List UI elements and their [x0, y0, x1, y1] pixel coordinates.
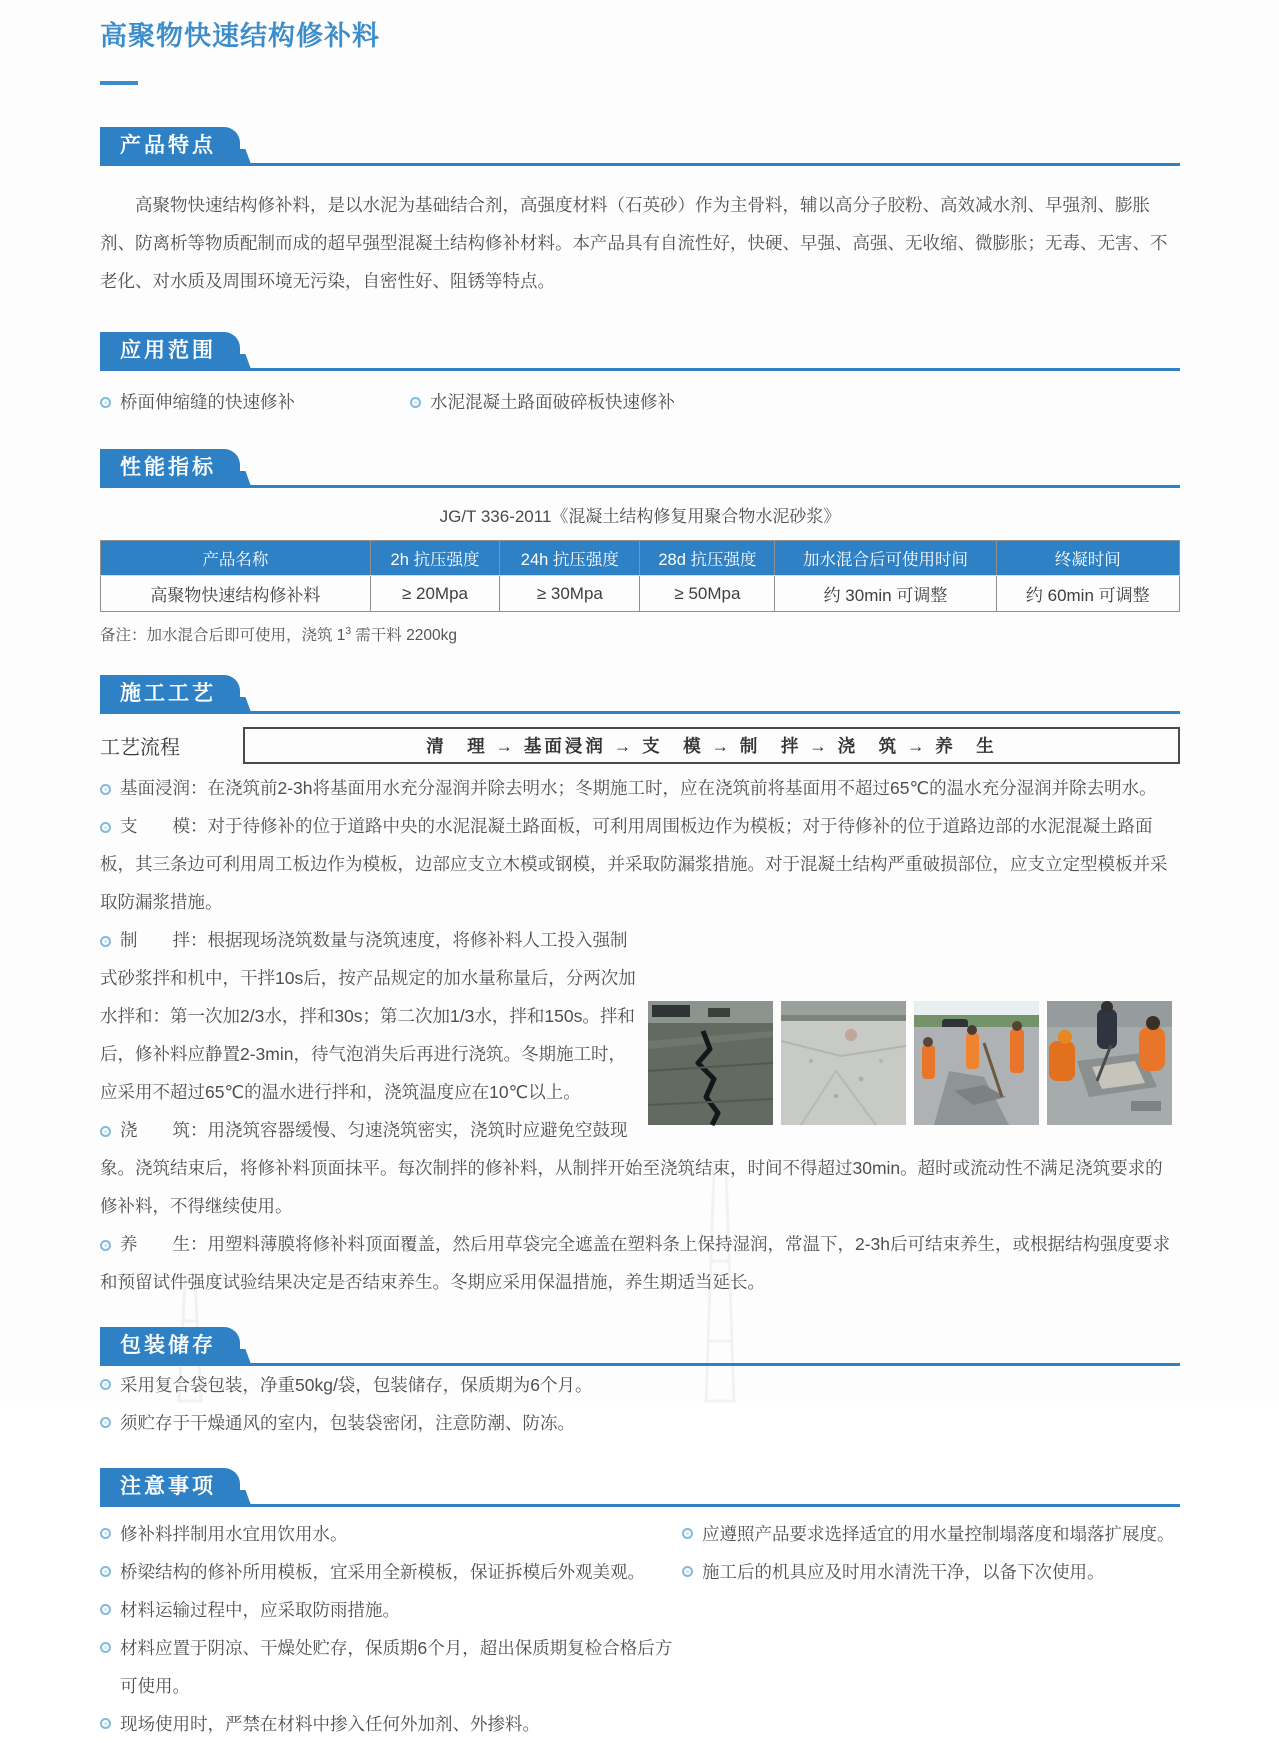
ring-bullet-icon [100, 822, 111, 833]
section-application-scope [100, 332, 1180, 421]
step-text: 制 拌：根据现场浇筑数量与浇筑速度，将修补料人工投入强制式砂浆拌和机中，干拌10s后，按产品规定的加水量称量后，分两次加水拌和：第一次加2/3水，拌和30s；第二次加1/3水，拌和150s。拌和后，修补料应静置2-3min，待气泡消失后再进行浇筑。冬期施工时，应采用不超过65℃的温水进行拌和，浇筑温度应在10℃以上。 [100, 930, 636, 1102]
table-header-cell: 加水混合后可使用时间 [775, 541, 996, 576]
table-header-cell: 28d 抗压强度 [640, 541, 775, 576]
list-item [100, 383, 410, 421]
table-header-cell: 产品名称 [101, 541, 371, 576]
precautions-right-column [682, 1515, 1180, 1743]
list-item [100, 1515, 682, 1553]
list-item [410, 383, 675, 421]
ring-bullet-icon [100, 1240, 111, 1251]
note-text: 备注：加水混合后即可使用，浇筑 1 [100, 627, 346, 644]
ring-bullet-icon [100, 936, 111, 947]
features-paragraph: 高聚物快速结构修补料，是以水泥为基础结合剂，高强度材料（石英砂）作为主骨料，辅以高分子胶粉、高效减水剂、早强剂、膨胀剂、防离析等物质配制而成的超早强型混凝土结构修补材料。本产品具有自流性好，快硬、早强、高强、无收缩、微膨胀；无毒、无害、不老化、对水质及周围环境无污染，自密性好、阻锈等特点。 [100, 195, 1168, 291]
table-header-cell: 终凝时间 [996, 541, 1179, 576]
table-header-cell: 2h 抗压强度 [370, 541, 499, 576]
pavement-pouring-workers-photo [1047, 1001, 1172, 1125]
precautions-columns [100, 1515, 1180, 1743]
step-text: 基面浸润：在浇筑前2-3h将基面用水充分湿润并除去明水；冬期施工时，应在浇筑前将基面用不超过65℃的温水充分湿润并除去明水。 [120, 778, 1157, 798]
list-item [682, 1515, 1180, 1553]
ring-bullet-icon [682, 1566, 693, 1577]
section-tab-application: 应用范围 [100, 332, 240, 368]
section-tab-packaging: 包装储存 [100, 1327, 240, 1363]
road-repair-crew-photo [914, 1001, 1039, 1125]
table-row [101, 576, 1180, 612]
section-tab-performance: 性能指标 [100, 449, 240, 485]
precaution-text: 应遵照产品要求选择适宜的用水量控制塌落度和塌落扩展度。 [702, 1524, 1175, 1544]
ring-bullet-icon [100, 1604, 111, 1615]
concrete-surface-photo [781, 1001, 906, 1125]
list-item [100, 1404, 1180, 1442]
ring-bullet-icon [100, 784, 111, 795]
list-item [100, 1705, 682, 1743]
table-note [100, 623, 1180, 645]
list-item [100, 1553, 682, 1591]
ring-bullet-icon [100, 1642, 111, 1653]
table-header-cell: 24h 抗压强度 [500, 541, 640, 576]
flow-label: 工艺流程 [100, 737, 180, 759]
process-step [100, 1225, 1180, 1301]
section-header [100, 675, 1180, 714]
application-item-label: 桥面伸缩缝的快速修补 [120, 392, 295, 412]
ring-bullet-icon [100, 1417, 111, 1428]
table-cell: ≥ 20Mpa [370, 576, 499, 612]
cracked-pavement-photo [648, 1001, 773, 1125]
precaution-text: 桥梁结构的修补所用模板，宜采用全新模板，保证拆模后外观美观。 [120, 1562, 645, 1582]
ring-bullet-icon [100, 1379, 111, 1390]
note-text: 需干料 2200kg [351, 627, 457, 644]
table-cell: ≥ 50Mpa [640, 576, 775, 612]
ring-bullet-icon [100, 1566, 111, 1577]
packaging-item-text: 须贮存于干燥通风的室内，包装袋密闭，注意防潮、防冻。 [120, 1413, 575, 1433]
precaution-text: 材料应置于阴凉、干燥处贮存，保质期6个月，超出保质期复检合格后方可使用。 [120, 1638, 673, 1696]
ring-bullet-icon [410, 397, 421, 408]
section-header [100, 1468, 1180, 1507]
section-construction-process [100, 675, 1180, 1301]
table-cell: 约 30min 可调整 [775, 576, 996, 612]
process-flow-row [100, 727, 1180, 764]
step-text: 养 生：用塑料薄膜将修补料顶面覆盖，然后用草袋完全遮盖在塑料条上保持湿润，常温下，2-3h后可结束养生，或根据结构强度要求和预留试件强度试验结果决定是否结束养生。冬期应采用保温措施，养生期适当延长。 [100, 1234, 1171, 1292]
process-step [100, 807, 1180, 921]
precaution-text: 材料运输过程中，应采取防雨措施。 [120, 1600, 400, 1620]
packaging-item-text: 采用复合袋包装，净重50kg/袋，包装储存，保质期为6个月。 [120, 1375, 593, 1395]
section-header [100, 1327, 1180, 1366]
page-title: 高聚物快速结构修补料 [100, 21, 380, 51]
list-item [100, 1629, 682, 1705]
list-item [682, 1553, 1180, 1591]
ring-bullet-icon [100, 1718, 111, 1729]
ring-bullet-icon [100, 1126, 111, 1137]
construction-photo-strip [648, 1001, 1180, 1125]
table-header-row [101, 541, 1180, 576]
section-tab-precautions: 注意事项 [100, 1468, 240, 1504]
section-precautions [100, 1468, 1180, 1743]
step-text: 支 模：对于待修补的位于道路中央的水泥混凝土路面板，可利用周围板边作为模板；对于待修补的位于道路边部的水泥混凝土路面板，其三条边可利用周工板边作为模板，边部应支立木模或钢模，并采取防漏浆措施。对于混凝土结构严重破损部位，应支立定型模板并采取防漏浆措施。 [100, 816, 1168, 912]
performance-table [100, 540, 1180, 612]
application-item-label: 水泥混凝土路面破碎板快速修补 [430, 392, 675, 412]
section-tab-features: 产品特点 [100, 127, 240, 163]
section-header [100, 449, 1180, 488]
section-product-features [100, 127, 1180, 300]
list-item [100, 1366, 1180, 1404]
section-packaging-storage [100, 1327, 1180, 1442]
table-cell: ≥ 30Mpa [500, 576, 640, 612]
list-item [100, 1591, 682, 1629]
flow-diagram-box: 清 理 → 基面浸润 → 支 模 → 制 拌 → 浇 筑 → 养 生 [243, 727, 1180, 764]
precaution-text: 现场使用时，严禁在材料中掺入任何外加剂、外掺料。 [120, 1714, 540, 1734]
ring-bullet-icon [682, 1528, 693, 1539]
step-text: 浇 筑：用浇筑容器缓慢、匀速浇筑密实，浇筑时应避免空鼓现象。浇筑结束后，将修补料顶面抹平。每次制拌的修补料，从制拌开始至浇筑结束，时间不得超过30min。超时或流动性不满足浇筑要求的修补料，不得继续使用。 [100, 1120, 1163, 1216]
process-step [100, 1111, 1180, 1225]
standard-reference: JG/T 336-2011《混凝土结构修复用聚合物水泥砂浆》 [439, 507, 841, 526]
process-step [100, 769, 1180, 807]
application-items-row [100, 383, 1180, 421]
precaution-text: 修补料拌制用水宜用饮用水。 [120, 1524, 348, 1544]
section-performance-indicators [100, 449, 1180, 645]
table-cell: 约 60min 可调整 [996, 576, 1179, 612]
note-superscript: 3 [345, 625, 351, 637]
section-header [100, 127, 1180, 166]
table-cell: 高聚物快速结构修补料 [101, 576, 371, 612]
precaution-text: 施工后的机具应及时用水清洗干净，以备下次使用。 [702, 1562, 1105, 1582]
ring-bullet-icon [100, 397, 111, 408]
section-header [100, 332, 1180, 371]
precautions-left-column [100, 1515, 682, 1743]
ring-bullet-icon [100, 1528, 111, 1539]
title-underline [100, 81, 138, 85]
section-tab-process: 施工工艺 [100, 675, 240, 711]
